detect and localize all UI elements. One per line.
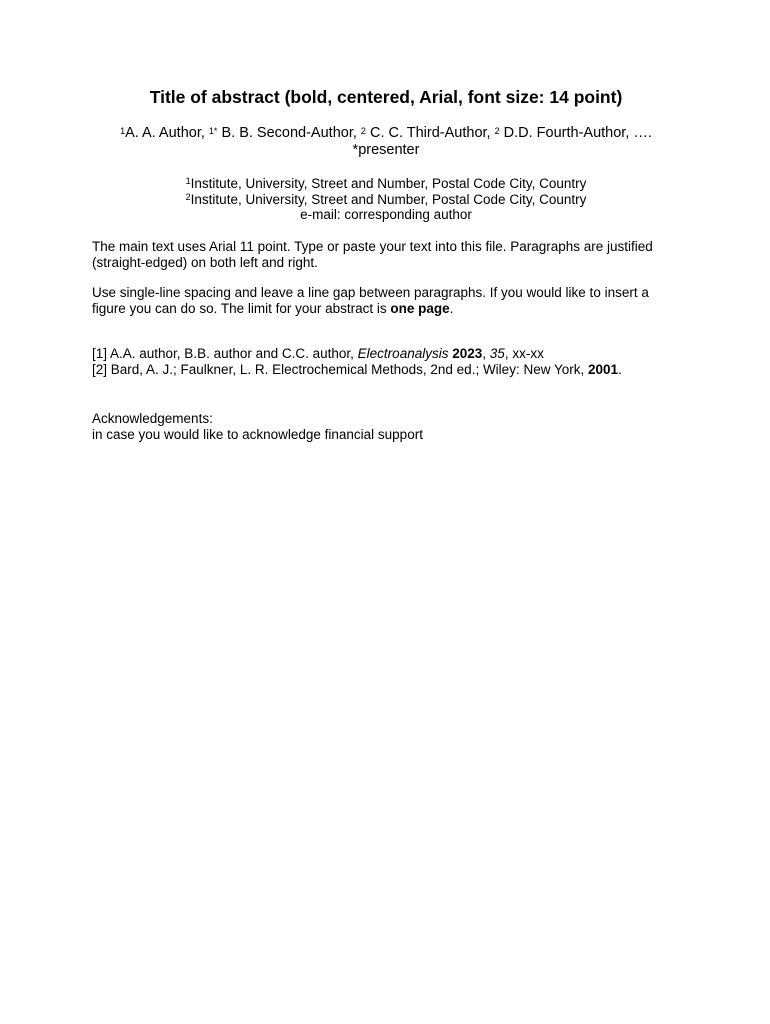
reference-1-comma: , xyxy=(482,346,490,361)
reference-1-year: 2023 xyxy=(452,346,483,361)
author-4-affiliation-mark: 2 xyxy=(494,126,500,136)
affiliation-1-mark: 1 xyxy=(185,176,191,186)
reference-2 xyxy=(92,362,680,378)
author-4-name: D.D. Fourth-Author, …. xyxy=(499,125,652,141)
reference-list xyxy=(92,346,680,377)
paragraph-1-line-1: The main text uses Arial 11 point. Type or paste your text into this file. Paragraphs are justified xyxy=(92,239,653,254)
abstract-title: Title of abstract (bold, centered, Arial, font size: 14 point) xyxy=(149,87,623,107)
body-paragraph-2 xyxy=(92,285,680,316)
affiliation-2 xyxy=(92,192,680,208)
affiliation-list xyxy=(92,176,680,223)
author-line xyxy=(92,125,680,142)
acknowledgements-section xyxy=(92,411,680,442)
author-list xyxy=(92,125,680,159)
affiliation-1 xyxy=(92,176,680,192)
reference-1-authors: [1] A.A. author, B.B. author and C.C. author, xyxy=(92,346,358,361)
presenter-note: *presenter xyxy=(352,142,420,158)
paragraph-2-line-2-text: figure you can do so. The limit for your abstract is xyxy=(92,300,391,316)
reference-1 xyxy=(92,346,680,362)
paragraph-2-line-2 xyxy=(92,301,680,317)
reference-2-year: 2001 xyxy=(587,361,619,377)
affiliation-2-mark: 2 xyxy=(185,191,191,202)
paragraph-2-period: . xyxy=(449,300,454,316)
author-1-affiliation-mark: 1 xyxy=(120,126,126,136)
acknowledgements-text: in case you would like to acknowledge financial support xyxy=(92,426,423,442)
reference-2-text: [2] Bard, A. J.; Faulkner, L. R. Electrochemical Methods, 2nd ed.; Wiley: New York, xyxy=(92,361,588,377)
page-limit-emphasis: one page xyxy=(390,300,450,316)
body-paragraph-1 xyxy=(92,239,680,270)
corresponding-email: e-mail: corresponding author xyxy=(300,207,472,222)
author-3-affiliation-mark: 2 xyxy=(360,126,366,136)
author-3-name: C. C. Third-Author, xyxy=(365,125,495,141)
affiliation-1-text: Institute, University, Street and Number, Postal Code City, Country xyxy=(190,176,587,191)
author-2-name: B. B. Second-Author, xyxy=(217,125,361,141)
reference-1-pages: , xx-xx xyxy=(504,346,544,361)
paragraph-1-line-2: (straight-edged) on both left and right. xyxy=(92,254,318,270)
paragraph-2-line-1: Use single-line spacing and leave a line gap between paragraphs. If you would like to insert a xyxy=(92,285,649,300)
reference-1-volume: 35 xyxy=(489,346,505,361)
author-1-name: A. A. Author, xyxy=(125,125,209,141)
reference-2-period: . xyxy=(618,361,622,377)
acknowledgements-heading: Acknowledgements: xyxy=(92,411,213,426)
author-2-affiliation-mark: 1* xyxy=(208,126,218,136)
reference-1-journal: Electroanalysis xyxy=(357,346,449,361)
affiliation-2-text: Institute, University, Street and Number, Postal Code City, Country xyxy=(190,191,587,207)
